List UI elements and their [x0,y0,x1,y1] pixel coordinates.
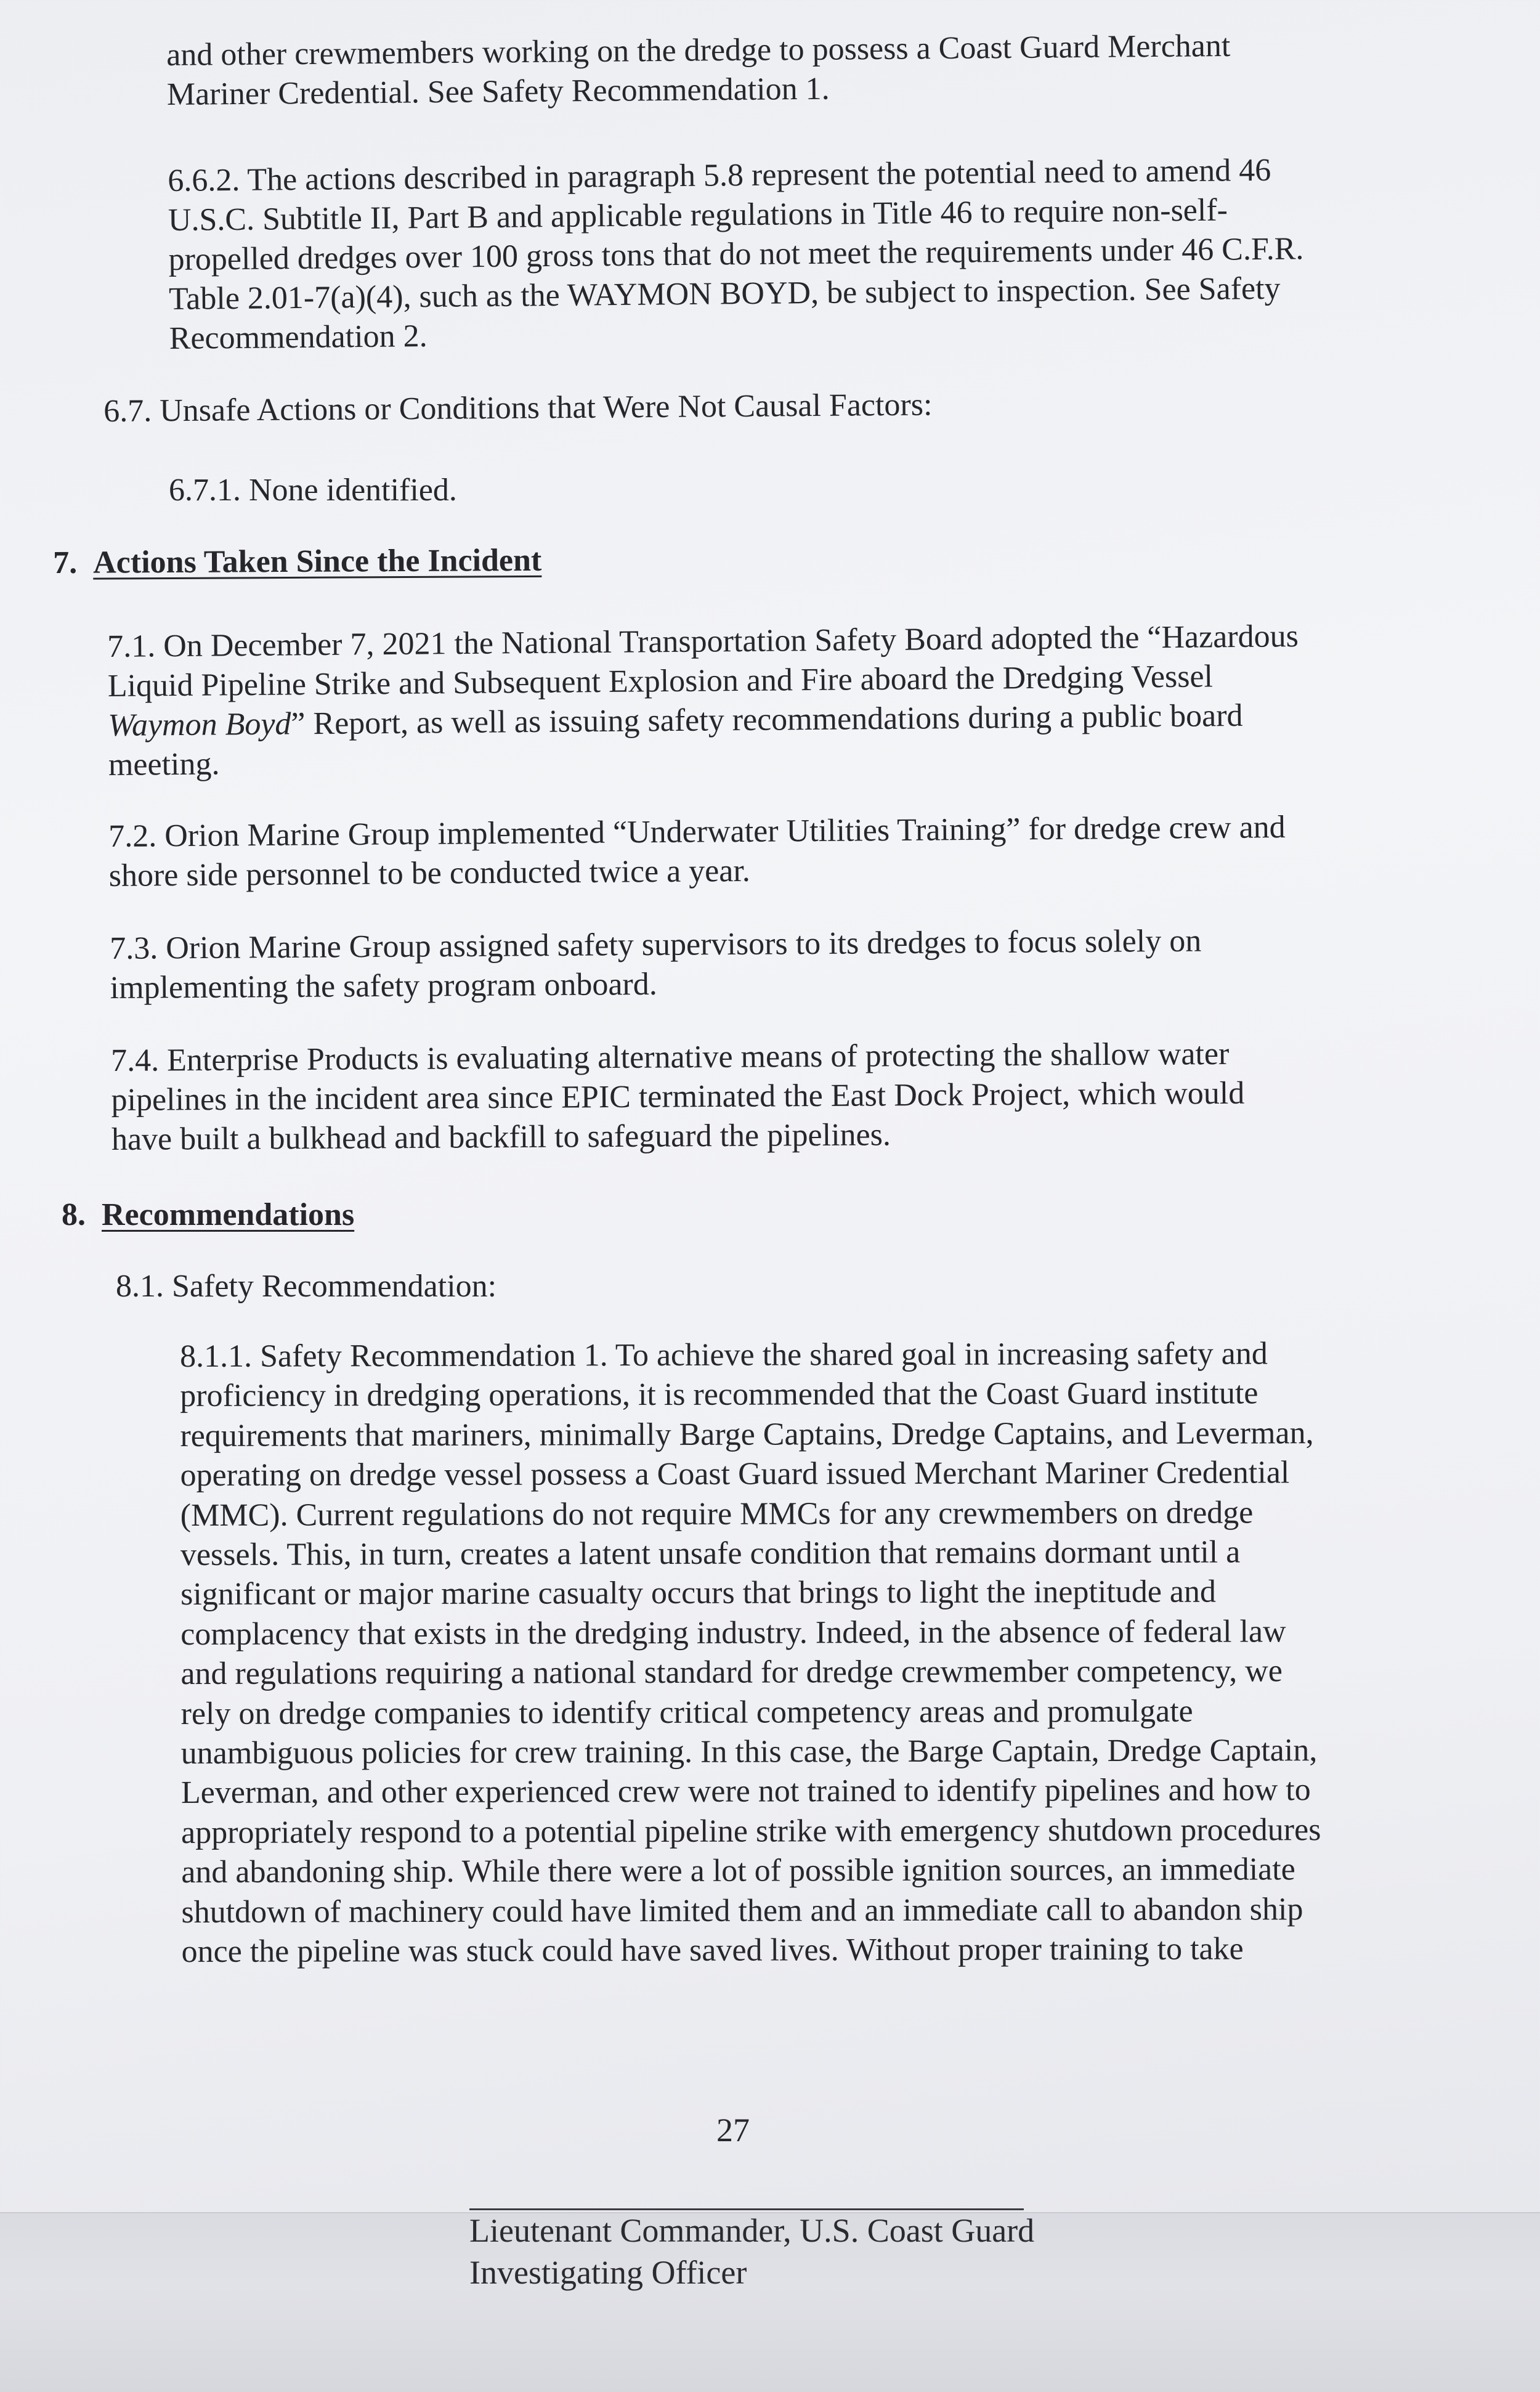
paragraph-6-6-1-continuation [166,26,1231,115]
text-line: and other crewmembers working on the dredge to possess a Coast Guard Merchant [166,28,1231,73]
text-line: 7.2. Orion Marine Group implemented “Underwater Utilities Training” for dredge crew and [108,809,1286,854]
section-number: 8. [62,1197,86,1232]
text-line: shore side personnel to be conducted twice a year. [108,853,751,893]
section-title: Actions Taken Since the Incident [93,542,542,580]
text-line: 8.1. Safety Recommendation: [116,1269,497,1304]
paragraph-6-7 [103,385,933,431]
signature-block [469,2210,1034,2293]
text-line: Liquid Pipeline Strike and Subsequent Explosion and Fire aboard the Dredging Vessel [107,659,1214,704]
text-line: vessels. This, in turn, creates a latent unsafe condition that remains dormant until a [180,1534,1241,1573]
text-line: 6.7.1. None identified. [169,473,457,508]
text-line: appropriately respond to a potential pipeline strike with emergency shutdown procedures [181,1812,1321,1850]
text-span: ” Report, as well as issuing safety recommendations during a public board [291,698,1243,742]
text-line: meeting. [108,746,220,783]
paragraph-7-1 [107,617,1300,785]
text-line: 6.7. Unsafe Actions or Conditions that Were Not Causal Factors: [103,387,933,429]
text-line: operating on dredge vessel possess a Coast Guard issued Merchant Mariner Credential [180,1455,1290,1494]
text-line: 8.1.1. Safety Recommendation 1. To achieve the shared goal in increasing safety and [180,1336,1268,1374]
paragraph-6-7-1 [169,471,457,510]
text-line: requirements that mariners, minimally Barge Captains, Dredge Captains, and Leverman, [180,1415,1314,1454]
text-line: rely on dredge companies to identify critical competency areas and promulgate [180,1693,1193,1731]
text-line: and regulations requiring a national standard for dredge crewmember competency, we [180,1653,1283,1692]
text-line: Leverman, and other experienced crew were not trained to identify pipelines and how to [180,1772,1311,1811]
text-line: once the pipeline was stuck could have saved lives. Without proper training to take [181,1931,1244,1970]
section-7-heading [53,541,541,583]
signatory-title: Lieutenant Commander, U.S. Coast Guard [469,2212,1035,2249]
paragraph-8-1 [116,1267,496,1306]
text-line: Mariner Credential. See Safety Recommendation 1. [166,71,830,112]
text-line: 7.4. Enterprise Products is evaluating alternative means of protecting the shallow water [111,1036,1230,1078]
section-8-heading [62,1195,354,1235]
text-line: 7.1. On December 7, 2021 the National Transportation Safety Board adopted the “Hazardous [107,619,1299,664]
section-title: Recommendations [102,1197,355,1232]
text-line: and abandoning ship. While there were a lot of possible ignition sources, an immediate [181,1852,1295,1890]
section-number: 7. [53,545,78,580]
text-line: complacency that exists in the dredging industry. Indeed, in the absence of federal law [180,1614,1286,1652]
text-line: shutdown of machinery could have limited them and an immediate call to abandon ship [181,1891,1303,1930]
paragraph-7-2 [108,808,1286,896]
text-line: pipelines in the incident area since EPIC terminated the East Dock Project, which would [111,1075,1245,1118]
text-line: Recommendation 2. [169,318,428,356]
text-line: significant or major marine casualty occurs that brings to light the ineptitude and [180,1574,1217,1613]
text-line: propelled dredges over 100 gross tons that do not meet the requirements under 46 C.F.R. [168,231,1304,277]
text-line: unambiguous policies for crew training. In this case, the Barge Captain, Dredge Captain, [180,1733,1318,1772]
text-line: implementing the safety program onboard. [110,966,657,1006]
vessel-name-italic: Waymon Boyd [108,706,291,743]
paragraph-7-4 [111,1035,1245,1160]
signatory-role: Investigating Officer [469,2254,747,2291]
paragraph-8-1-1 [180,1334,1321,1972]
page-number: 27 [716,2112,750,2149]
text-line: (MMC). Current regulations do not require MMCs for any crewmembers on dredge [180,1495,1254,1533]
text-line: 6.6.2. The actions described in paragraph 5.8 represent the potential need to amend 46 [168,152,1271,198]
text-line: U.S.C. Subtitle II, Part B and applicable regulations in Title 46 to require non-self- [168,192,1228,238]
paragraph-7-3 [110,922,1202,1008]
text-line: proficiency in dredging operations, it is recommended that the Coast Guard institute [180,1375,1258,1414]
text-line: Table 2.01-7(a)(4), such as the WAYMON BOYD, be subject to inspection. See Safety [168,271,1281,317]
text-line: have built a bulkhead and backfill to safeguard the pipelines. [111,1117,891,1157]
paragraph-6-6-2 [168,150,1305,359]
text-line: 7.3. Orion Marine Group assigned safety supervisors to its dredges to focus solely on [110,923,1202,966]
